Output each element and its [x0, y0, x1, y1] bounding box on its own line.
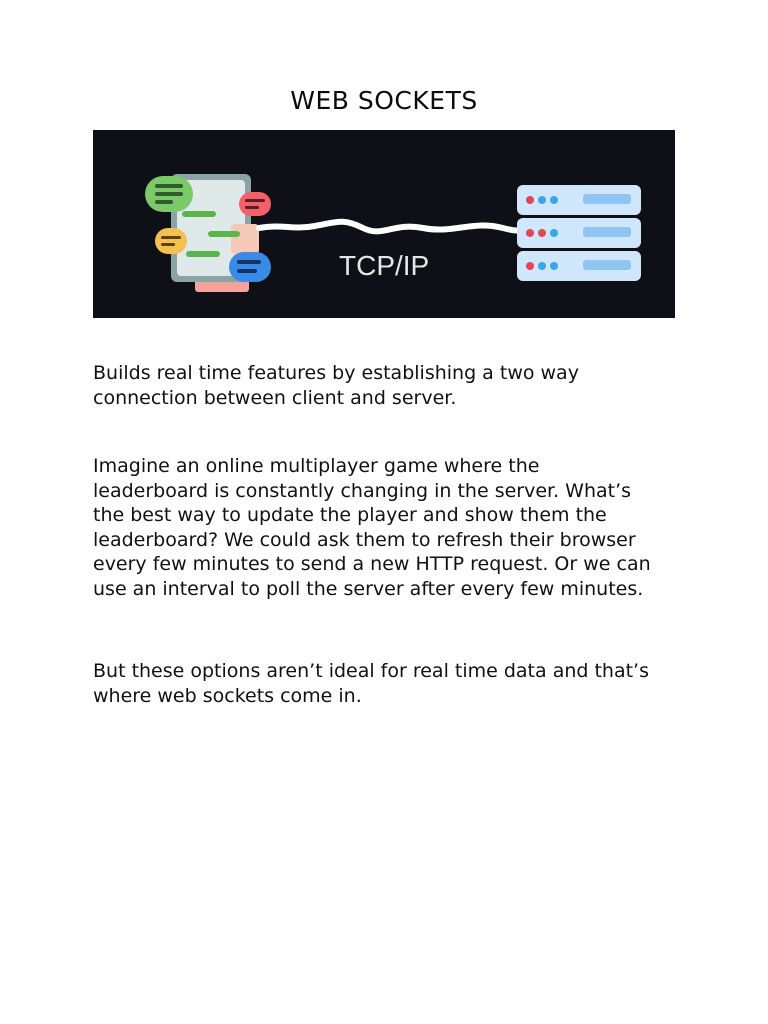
websocket-banner-image	[93, 130, 675, 318]
page-title: WEB SOCKETS	[290, 86, 478, 115]
example-paragraph: Imagine an online multiplayer game where the leaderboard is constantly changing in the server. What’s the best way to update the player and show them the leaderboard? We could ask them to refresh their browser every few minutes to send a new HTTP request. Or we can use an interval to poll the server after every few minutes.	[93, 455, 651, 600]
banner-label: TCP/IP	[339, 250, 430, 281]
intro-paragraph: Builds real time features by establishing a two way connection between client and server.	[93, 362, 579, 409]
conclusion-paragraph: But these options aren’t ideal for real time data and that’s where web sockets come in.	[93, 660, 650, 707]
server-stack-icon	[517, 185, 641, 281]
connection-wire-icon	[259, 222, 524, 232]
